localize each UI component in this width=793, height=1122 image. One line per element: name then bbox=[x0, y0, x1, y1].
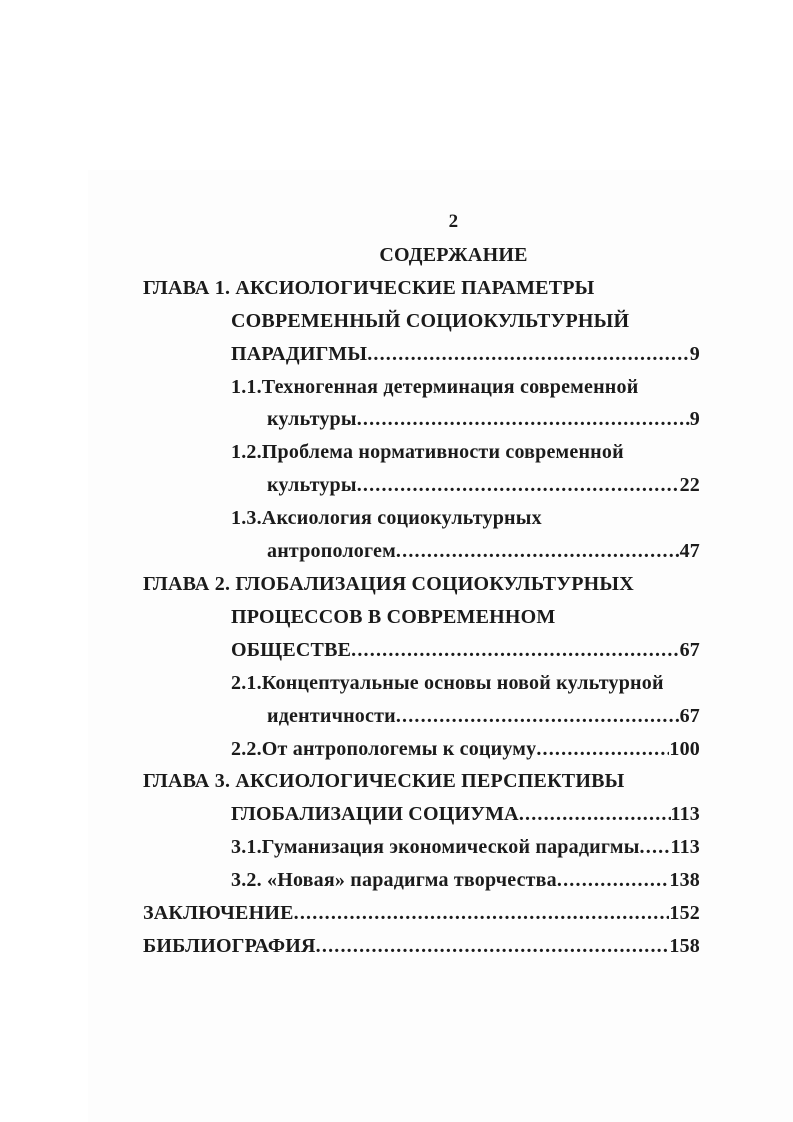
dot-leader bbox=[557, 864, 670, 897]
toc-entry bbox=[143, 765, 700, 798]
toc-entry bbox=[143, 535, 700, 568]
toc-entry-text: антропологем bbox=[267, 540, 396, 563]
toc-entry-page: 158 bbox=[669, 934, 700, 957]
toc-entry-page: 67 bbox=[679, 704, 700, 727]
toc-entry-text: ЗАКЛЮЧЕНИЕ bbox=[143, 902, 294, 925]
toc-entry-text: ГЛАВА 1. АКСИОЛОГИЧЕСКИЕ ПАРАМЕТРЫ bbox=[143, 276, 595, 299]
toc-entry bbox=[143, 469, 700, 502]
toc-entry-text: ОБЩЕСТВЕ bbox=[231, 638, 352, 661]
toc-entry bbox=[143, 897, 700, 930]
toc-entry-text: ГЛОБАЛИЗАЦИИ СОЦИУМА bbox=[231, 803, 519, 826]
page-number: 2 bbox=[448, 211, 459, 232]
dot-leader bbox=[367, 338, 690, 371]
toc-entry-text: 1.2.Проблема нормативности современной bbox=[231, 441, 624, 464]
dot-leader bbox=[357, 403, 690, 436]
dot-leader bbox=[396, 535, 680, 568]
dot-leader bbox=[357, 469, 680, 502]
dot-leader bbox=[294, 897, 670, 930]
toc-entry-text: 1.1.Техногенная детерминация современной bbox=[231, 375, 639, 398]
toc-entry-text: ПРОЦЕССОВ В СОВРЕМЕННОМ bbox=[231, 605, 556, 628]
dot-leader bbox=[351, 634, 679, 667]
toc-list bbox=[143, 272, 700, 963]
toc-entry bbox=[143, 930, 700, 963]
toc-entry bbox=[143, 403, 700, 436]
toc-entry-page: 22 bbox=[679, 474, 700, 497]
toc-entry-text: 2.2.От антропологемы к социуму bbox=[231, 737, 537, 760]
dot-leader bbox=[519, 798, 671, 831]
toc-entry-page: 9 bbox=[689, 342, 700, 365]
table-of-contents-page bbox=[143, 206, 700, 963]
dot-leader bbox=[396, 700, 680, 733]
toc-entry-page: 113 bbox=[670, 803, 700, 826]
toc-entry-text: идентичности bbox=[267, 704, 396, 727]
toc-entry-page: 138 bbox=[669, 869, 700, 892]
dot-leader bbox=[536, 733, 669, 766]
toc-entry-page: 47 bbox=[679, 540, 700, 563]
toc-entry bbox=[143, 667, 700, 700]
toc-entry-text: культуры bbox=[267, 474, 357, 497]
toc-entry bbox=[143, 601, 700, 634]
toc-entry-page: 113 bbox=[670, 836, 700, 859]
toc-entry-text: СОВРЕМЕННЫЙ СОЦИОКУЛЬТУРНЫЙ bbox=[231, 309, 630, 332]
toc-entry bbox=[143, 272, 700, 305]
toc-entry bbox=[143, 502, 700, 535]
dot-leader bbox=[316, 930, 670, 963]
toc-entry-text: 3.2. «Новая» парадигма творчества bbox=[231, 869, 557, 892]
toc-entry-text: культуры bbox=[267, 408, 357, 431]
toc-entry-page: 9 bbox=[689, 408, 700, 431]
toc-entry bbox=[143, 634, 700, 667]
toc-entry bbox=[143, 338, 700, 371]
toc-entry bbox=[143, 798, 700, 831]
toc-entry-text: 2.1.Концептуальные основы новой культурной bbox=[231, 671, 664, 694]
toc-entry bbox=[143, 371, 700, 404]
toc-entry bbox=[143, 864, 700, 897]
toc-entry bbox=[143, 305, 700, 338]
toc-entry-text: 1.3.Аксиология социокультурных bbox=[231, 507, 542, 530]
toc-entry-text: 3.1.Гуманизация экономической парадигмы bbox=[231, 836, 640, 859]
toc-entry bbox=[143, 733, 700, 766]
toc-entry-text: ГЛАВА 2. ГЛОБАЛИЗАЦИЯ СОЦИОКУЛЬТУРНЫХ bbox=[143, 572, 634, 595]
toc-entry bbox=[143, 568, 700, 601]
page-title: СОДЕРЖАНИЕ bbox=[379, 243, 528, 266]
toc-entry-page: 100 bbox=[669, 737, 700, 760]
toc-entry-text: ГЛАВА 3. АКСИОЛОГИЧЕСКИЕ ПЕРСПЕКТИВЫ bbox=[143, 770, 625, 793]
dot-leader bbox=[640, 831, 671, 864]
toc-entry-page: 67 bbox=[679, 638, 700, 661]
toc-entry-text: БИБЛИОГРАФИЯ bbox=[143, 934, 316, 957]
toc-entry-page: 152 bbox=[669, 902, 700, 925]
toc-entry bbox=[143, 436, 700, 469]
toc-entry bbox=[143, 831, 700, 864]
toc-entry bbox=[143, 700, 700, 733]
toc-entry-text: ПАРАДИГМЫ bbox=[231, 342, 368, 365]
